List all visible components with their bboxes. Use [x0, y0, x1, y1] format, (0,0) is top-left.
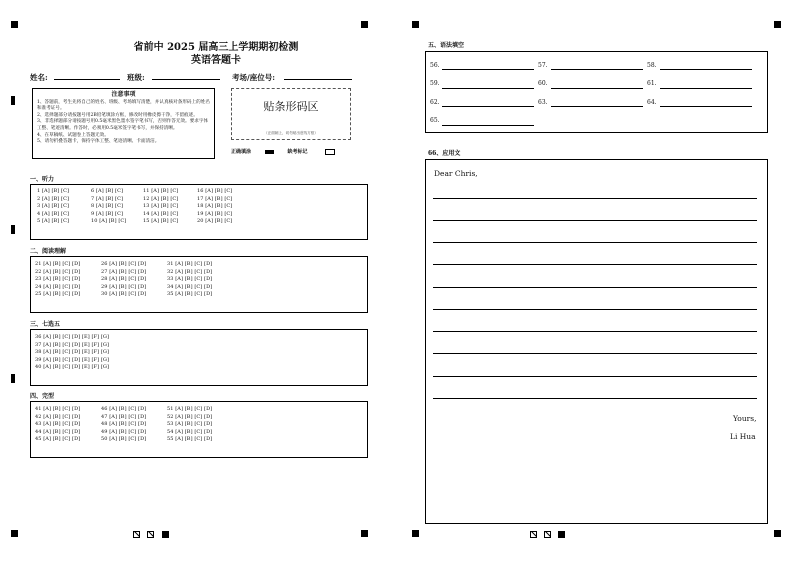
answer-options[interactable]: 34 [A] [B] [C] [D]: [167, 283, 213, 290]
blank-number: 58.: [647, 62, 657, 69]
registration-mark: [412, 530, 419, 537]
answer-options[interactable]: 1 [A] [B] [C]: [37, 188, 70, 194]
notice-box: [32, 88, 215, 159]
answer-options[interactable]: 54 [A] [B] [C] [D]: [167, 428, 213, 435]
barcode-note: （正面朝上，切勿贴出虚线方框）: [264, 131, 318, 135]
seven-five-grid: [35, 334, 155, 370]
blank-65-field[interactable]: [442, 125, 534, 126]
registration-mark: [11, 374, 15, 383]
section-title-seven-choose-five: 三、七选五: [30, 321, 61, 328]
sheet-title: 省前中 2025 届高三上学期期初检测: [133, 42, 299, 53]
answer-options[interactable]: 45 [A] [B] [C] [D]: [35, 436, 81, 443]
answer-options[interactable]: 25 [A] [B] [C] [D]: [35, 291, 81, 298]
barcode-label: 贴条形码区: [263, 100, 319, 113]
correct-fill-label: 正确填涂: [231, 149, 252, 155]
answer-options[interactable]: 23 [A] [B] [C] [D]: [35, 276, 81, 283]
answer-options[interactable]: 5 [A] [B] [C]: [37, 218, 70, 225]
fill-legend: [231, 148, 335, 155]
timing-mark: [133, 531, 140, 538]
answer-options[interactable]: 3 [A] [B] [C]: [37, 203, 70, 210]
blank-56-field[interactable]: [442, 69, 534, 70]
sheet-subtitle: 英语答题卡: [191, 55, 241, 66]
answer-options[interactable]: 20 [A] [B] [C]: [197, 218, 233, 225]
barcode-area: [231, 88, 351, 140]
writing-line[interactable]: [433, 376, 757, 377]
notice-item: 1、答题前，考生先将自己的姓名、班级、考场填写清楚，并认真核对条形码上的姓名和准考证号。: [37, 99, 210, 112]
writing-line[interactable]: [433, 264, 757, 265]
timing-mark: [558, 531, 565, 538]
answer-options[interactable]: 43 [A] [B] [C] [D]: [35, 421, 81, 428]
registration-mark: [11, 21, 18, 28]
answer-options[interactable]: 10 [A] [B] [C]: [91, 218, 127, 225]
answer-options[interactable]: 42 [A] [B] [C] [D]: [35, 413, 81, 420]
correct-fill-swatch: [265, 150, 274, 154]
blank-number: 61.: [647, 80, 657, 87]
answer-options[interactable]: 14 [A] [B] [C]: [143, 210, 179, 217]
answer-options[interactable]: 46 [A] [B] [C] [D]: [101, 406, 147, 412]
answer-options[interactable]: 47 [A] [B] [C] [D]: [101, 413, 147, 420]
class-field[interactable]: [152, 70, 220, 80]
answer-options[interactable]: 22 [A] [B] [C] [D]: [35, 268, 81, 275]
answer-options[interactable]: 51 [A] [B] [C] [D]: [167, 406, 213, 412]
answer-options[interactable]: 39 [A] [B] [C] [D] [E] [F] [G]: [35, 356, 110, 363]
blank-number: 64.: [647, 99, 657, 106]
cloze-grid: [35, 406, 233, 442]
answer-options[interactable]: 6 [A] [B] [C]: [91, 188, 124, 194]
answer-options[interactable]: 48 [A] [B] [C] [D]: [101, 421, 147, 428]
blank-number: 59.: [430, 80, 440, 87]
section-title-cloze: 四、完型: [30, 393, 55, 400]
answer-options[interactable]: 49 [A] [B] [C] [D]: [101, 428, 147, 435]
answer-options[interactable]: 28 [A] [B] [C] [D]: [101, 276, 147, 283]
section-title-grammar: 五、语法填空: [428, 42, 465, 49]
timing-mark: [162, 531, 169, 538]
answer-options[interactable]: 50 [A] [B] [C] [D]: [101, 436, 147, 443]
answer-options[interactable]: 44 [A] [B] [C] [D]: [35, 428, 81, 435]
notice-item: 3、非选择题部分请按题号用0.5毫米黑色墨水签字笔书写，否则作答无效。要求字体工整、笔迹清晰。作答时，必须用0.5毫米签字笔书写，并保持清晰。: [37, 119, 209, 131]
answer-options[interactable]: 36 [A] [B] [C] [D] [E] [F] [G]: [35, 334, 110, 340]
writing-line[interactable]: [433, 242, 757, 243]
blank-57-field[interactable]: [551, 69, 643, 70]
answer-options[interactable]: 30 [A] [B] [C] [D]: [101, 291, 147, 298]
answer-options[interactable]: 24 [A] [B] [C] [D]: [35, 283, 81, 290]
answer-options[interactable]: 26 [A] [B] [C] [D]: [101, 261, 147, 267]
answer-options[interactable]: 19 [A] [B] [C]: [197, 210, 233, 217]
answer-options[interactable]: 37 [A] [B] [C] [D] [E] [F] [G]: [35, 341, 110, 348]
writing-line[interactable]: [433, 309, 757, 310]
answer-options[interactable]: 4 [A] [B] [C]: [37, 210, 70, 217]
writing-line[interactable]: [433, 287, 757, 288]
writing-line[interactable]: [433, 398, 757, 399]
blank-number: 62.: [430, 99, 440, 106]
answer-options[interactable]: 13 [A] [B] [C]: [143, 203, 179, 210]
registration-mark: [11, 225, 15, 234]
timing-mark: [147, 531, 154, 538]
grammar-answer-box: [425, 51, 768, 133]
writing-answer-box: [425, 159, 768, 524]
blank-number: 65.: [430, 117, 440, 124]
writing-line[interactable]: [433, 198, 757, 199]
absent-label: 缺考标记: [287, 149, 308, 155]
answer-options[interactable]: 32 [A] [B] [C] [D]: [167, 268, 213, 275]
answer-options[interactable]: 55 [A] [B] [C] [D]: [167, 436, 213, 443]
answer-options[interactable]: 16 [A] [B] [C]: [197, 188, 233, 194]
timing-mark: [530, 531, 537, 538]
blank-59-field[interactable]: [442, 88, 534, 89]
letter-closing: Yours,: [733, 414, 757, 423]
answer-options[interactable]: 53 [A] [B] [C] [D]: [167, 421, 213, 428]
letter-greeting: Dear Chris,: [434, 169, 478, 178]
blank-number: 63.: [538, 99, 548, 106]
answer-options[interactable]: 7 [A] [B] [C]: [91, 195, 124, 202]
answer-options[interactable]: 29 [A] [B] [C] [D]: [101, 283, 147, 290]
answer-options[interactable]: 38 [A] [B] [C] [D] [E] [F] [G]: [35, 349, 110, 356]
section-title-reading: 二、阅读理解: [30, 248, 67, 255]
timing-mark: [544, 531, 551, 538]
blank-61-field[interactable]: [660, 88, 752, 89]
notice-title: 注意事项: [111, 91, 136, 98]
answer-options[interactable]: 40 [A] [B] [C] [D] [E] [F] [G]: [35, 364, 110, 371]
section-title-listening: 一、听力: [30, 176, 55, 183]
writing-line[interactable]: [433, 353, 757, 354]
answer-options[interactable]: 31 [A] [B] [C] [D]: [167, 261, 213, 267]
blank-64-field[interactable]: [660, 106, 752, 107]
answer-options[interactable]: 18 [A] [B] [C]: [197, 203, 233, 210]
answer-options[interactable]: 21 [A] [B] [C] [D]: [35, 261, 81, 267]
answer-options[interactable]: 35 [A] [B] [C] [D]: [167, 291, 213, 298]
answer-options[interactable]: 27 [A] [B] [C] [D]: [101, 268, 147, 275]
registration-mark: [412, 21, 419, 28]
blank-63-field[interactable]: [551, 106, 643, 107]
name-label: 姓名:: [30, 73, 48, 82]
letter-signature: Li Hua: [730, 432, 756, 441]
blank-number: 57.: [538, 62, 548, 69]
answer-options[interactable]: 8 [A] [B] [C]: [91, 203, 124, 210]
notice-item: 5、请勿折叠答题卡，保持字体工整、笔迹清晰、卡面清洁。: [37, 139, 160, 145]
answer-options[interactable]: 12 [A] [B] [C]: [143, 195, 179, 202]
class-label: 班级:: [127, 73, 145, 82]
registration-mark: [774, 530, 781, 537]
exam-seat-label: 考场/座位号:: [232, 73, 276, 82]
registration-mark: [11, 530, 18, 537]
answer-options[interactable]: 52 [A] [B] [C] [D]: [167, 413, 213, 420]
answer-options[interactable]: 15 [A] [B] [C]: [143, 218, 179, 225]
blank-number: 56.: [430, 62, 440, 69]
writing-line[interactable]: [433, 331, 757, 332]
blank-60-field[interactable]: [551, 88, 643, 89]
blank-58-field[interactable]: [660, 69, 752, 70]
exam-seat-field[interactable]: [284, 70, 352, 80]
registration-mark: [361, 530, 368, 537]
notice-item: 2、选择题部分请按题号用2B铅笔填涂方框，修改时用橡皮擦干净，不留痕迹。: [37, 112, 198, 118]
blank-number: 60.: [538, 80, 548, 87]
registration-mark: [11, 96, 15, 105]
absent-checkbox[interactable]: [325, 149, 335, 155]
answer-options[interactable]: 41 [A] [B] [C] [D]: [35, 406, 81, 412]
notice-item: 4、在草稿纸、试题卷上答题无效。: [37, 132, 109, 138]
reading-grid: [35, 261, 233, 297]
blank-62-field[interactable]: [442, 106, 534, 107]
listening-grid: [37, 188, 251, 224]
answer-options[interactable]: 33 [A] [B] [C] [D]: [167, 276, 213, 283]
answer-options[interactable]: 11 [A] [B] [C]: [143, 188, 179, 194]
answer-options[interactable]: 2 [A] [B] [C]: [37, 195, 70, 202]
registration-mark: [361, 21, 368, 28]
registration-mark: [774, 21, 781, 28]
section-title-writing: 66、应用文: [428, 150, 461, 157]
name-field[interactable]: [54, 70, 120, 80]
answer-options[interactable]: 9 [A] [B] [C]: [91, 210, 124, 217]
writing-line[interactable]: [433, 220, 757, 221]
answer-options[interactable]: 17 [A] [B] [C]: [197, 195, 233, 202]
